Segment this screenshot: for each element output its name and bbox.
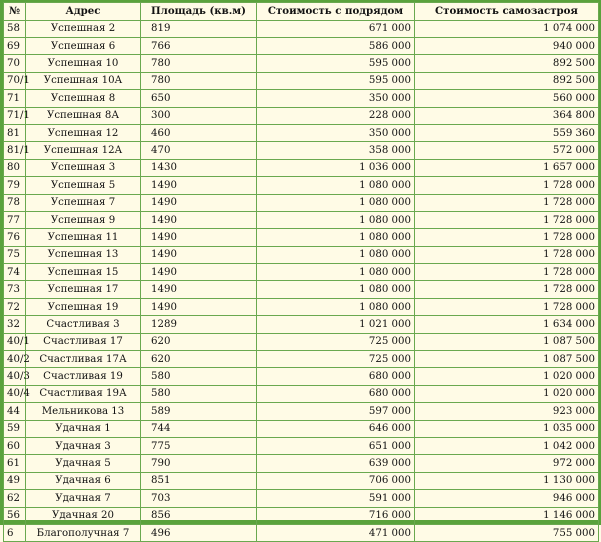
price-table (3, 2, 599, 542)
cell-cost-contract: 358 000 (257, 142, 415, 159)
cell-cost-self: 1 020 000 (415, 385, 599, 402)
cell-area: 1490 (141, 246, 257, 263)
cell-number: 40/4 (4, 385, 26, 402)
cell-number: 71 (4, 90, 26, 107)
cell-cost-self: 1 728 000 (415, 229, 599, 246)
cell-cost-self: 940 000 (415, 37, 599, 54)
cell-area: 1430 (141, 159, 257, 176)
cell-area: 1490 (141, 211, 257, 228)
table-row (4, 142, 599, 159)
cell-number: 62 (4, 490, 26, 507)
cell-cost-contract: 597 000 (257, 403, 415, 420)
cell-address: Успешная 7 (26, 194, 141, 211)
cell-cost-contract: 1 080 000 (257, 177, 415, 194)
table-row (4, 194, 599, 211)
cell-cost-self: 1 728 000 (415, 281, 599, 298)
cell-address: Успешная 10А (26, 72, 141, 89)
cell-number: 59 (4, 420, 26, 437)
table-row (4, 507, 599, 524)
cell-cost-contract: 1 080 000 (257, 281, 415, 298)
cell-number: 75 (4, 246, 26, 263)
cell-address: Мельникова 13 (26, 403, 141, 420)
cell-cost-self: 923 000 (415, 403, 599, 420)
cell-cost-contract: 1 036 000 (257, 159, 415, 176)
cell-cost-self: 1 146 000 (415, 507, 599, 524)
cell-cost-contract: 471 000 (257, 524, 415, 541)
cell-cost-self: 892 500 (415, 72, 599, 89)
cell-cost-self: 1 728 000 (415, 264, 599, 281)
cell-number: 69 (4, 37, 26, 54)
cell-cost-contract: 671 000 (257, 20, 415, 37)
cell-address: Удачная 6 (26, 472, 141, 489)
cell-address: Успешная 5 (26, 177, 141, 194)
cell-number: 73 (4, 281, 26, 298)
cell-area: 856 (141, 507, 257, 524)
table-row (4, 316, 599, 333)
cell-area: 780 (141, 55, 257, 72)
table-row (4, 211, 599, 228)
cell-address: Счастливая 19 (26, 368, 141, 385)
cell-area: 496 (141, 524, 257, 541)
table-row (4, 455, 599, 472)
cell-address: Успешная 11 (26, 229, 141, 246)
cell-cost-self: 972 000 (415, 455, 599, 472)
cell-area: 300 (141, 107, 257, 124)
cell-area: 744 (141, 420, 257, 437)
cell-cost-contract: 639 000 (257, 455, 415, 472)
cell-number: 40/3 (4, 368, 26, 385)
cell-area: 1490 (141, 194, 257, 211)
cell-cost-self: 1 035 000 (415, 420, 599, 437)
cell-address: Успешная 10 (26, 55, 141, 72)
header-number: № (4, 3, 26, 21)
cell-number: 81 (4, 124, 26, 141)
cell-number: 80 (4, 159, 26, 176)
cell-cost-contract: 706 000 (257, 472, 415, 489)
cell-number: 81/1 (4, 142, 26, 159)
cell-cost-self: 1 728 000 (415, 194, 599, 211)
cell-area: 1490 (141, 229, 257, 246)
cell-cost-contract: 725 000 (257, 351, 415, 368)
cell-cost-self: 1 087 500 (415, 333, 599, 350)
cell-address: Удачная 1 (26, 420, 141, 437)
cell-cost-contract: 1 080 000 (257, 229, 415, 246)
cell-area: 650 (141, 90, 257, 107)
cell-number: 49 (4, 472, 26, 489)
table-row (4, 177, 599, 194)
cell-area: 1490 (141, 298, 257, 315)
cell-cost-self: 1 728 000 (415, 298, 599, 315)
cell-cost-self: 1 634 000 (415, 316, 599, 333)
table-row (4, 437, 599, 454)
cell-area: 470 (141, 142, 257, 159)
cell-cost-self: 946 000 (415, 490, 599, 507)
cell-cost-contract: 716 000 (257, 507, 415, 524)
table-row (4, 298, 599, 315)
cell-address: Счастливая 17А (26, 351, 141, 368)
cell-cost-self: 1 728 000 (415, 211, 599, 228)
cell-number: 56 (4, 507, 26, 524)
cell-address: Благополучная 7 (26, 524, 141, 541)
header-address: Адрес (26, 3, 141, 21)
table-row (4, 420, 599, 437)
header-area: Площадь (кв.м) (141, 3, 257, 21)
cell-cost-self: 364 800 (415, 107, 599, 124)
header-cost-contract: Стоимость с подрядом (257, 3, 415, 21)
table-row (4, 351, 599, 368)
table-row (4, 90, 599, 107)
cell-cost-contract: 350 000 (257, 90, 415, 107)
cell-number: 72 (4, 298, 26, 315)
cell-cost-contract: 1 021 000 (257, 316, 415, 333)
cell-area: 766 (141, 37, 257, 54)
cell-area: 1490 (141, 264, 257, 281)
table-row (4, 524, 599, 541)
cell-cost-self: 1 020 000 (415, 368, 599, 385)
cell-cost-contract: 1 080 000 (257, 194, 415, 211)
cell-address: Успешная 8 (26, 90, 141, 107)
cell-number: 79 (4, 177, 26, 194)
cell-cost-self: 1 657 000 (415, 159, 599, 176)
cell-address: Удачная 20 (26, 507, 141, 524)
cell-cost-self: 1 728 000 (415, 177, 599, 194)
table-row (4, 385, 599, 402)
cell-cost-self: 1 130 000 (415, 472, 599, 489)
cell-address: Успешная 2 (26, 20, 141, 37)
cell-address: Удачная 3 (26, 437, 141, 454)
cell-area: 819 (141, 20, 257, 37)
cell-cost-self: 1 087 500 (415, 351, 599, 368)
cell-area: 460 (141, 124, 257, 141)
cell-cost-self: 1 042 000 (415, 437, 599, 454)
cell-address: Счастливая 19А (26, 385, 141, 402)
cell-address: Успешная 9 (26, 211, 141, 228)
cell-address: Успешная 8А (26, 107, 141, 124)
cell-address: Успешная 6 (26, 37, 141, 54)
cell-address: Успешная 17 (26, 281, 141, 298)
table-row (4, 333, 599, 350)
cell-number: 60 (4, 437, 26, 454)
cell-area: 1490 (141, 177, 257, 194)
table-row (4, 159, 599, 176)
table-row (4, 264, 599, 281)
table-body (4, 20, 599, 542)
cell-address: Удачная 7 (26, 490, 141, 507)
table-row (4, 72, 599, 89)
table-header-row (4, 3, 599, 21)
table-row (4, 55, 599, 72)
cell-number: 70/1 (4, 72, 26, 89)
cell-area: 703 (141, 490, 257, 507)
cell-cost-self: 1 074 000 (415, 20, 599, 37)
cell-number: 78 (4, 194, 26, 211)
cell-address: Успешная 13 (26, 246, 141, 263)
cell-area: 620 (141, 333, 257, 350)
cell-area: 780 (141, 72, 257, 89)
cell-cost-self: 892 500 (415, 55, 599, 72)
table-row (4, 20, 599, 37)
cell-cost-contract: 1 080 000 (257, 211, 415, 228)
cell-area: 790 (141, 455, 257, 472)
table-row (4, 107, 599, 124)
table-row (4, 229, 599, 246)
table-row (4, 368, 599, 385)
cell-number: 44 (4, 403, 26, 420)
cell-area: 851 (141, 472, 257, 489)
cell-area: 620 (141, 351, 257, 368)
cell-number: 74 (4, 264, 26, 281)
table-row (4, 472, 599, 489)
table-row (4, 124, 599, 141)
cell-number: 61 (4, 455, 26, 472)
cell-cost-contract: 680 000 (257, 385, 415, 402)
cell-number: 40/2 (4, 351, 26, 368)
table-row (4, 37, 599, 54)
cell-number: 40/1 (4, 333, 26, 350)
table-row (4, 246, 599, 263)
cell-cost-contract: 595 000 (257, 72, 415, 89)
cell-cost-self: 1 728 000 (415, 246, 599, 263)
cell-area: 589 (141, 403, 257, 420)
cell-cost-contract: 725 000 (257, 333, 415, 350)
cell-cost-contract: 228 000 (257, 107, 415, 124)
cell-address: Успешная 19 (26, 298, 141, 315)
cell-address: Успешная 12А (26, 142, 141, 159)
cell-area: 580 (141, 368, 257, 385)
cell-cost-contract: 1 080 000 (257, 298, 415, 315)
cell-cost-contract: 651 000 (257, 437, 415, 454)
cell-cost-contract: 646 000 (257, 420, 415, 437)
cell-number: 71/1 (4, 107, 26, 124)
cell-cost-contract: 595 000 (257, 55, 415, 72)
cell-address: Успешная 12 (26, 124, 141, 141)
cell-cost-self: 559 360 (415, 124, 599, 141)
cell-area: 775 (141, 437, 257, 454)
cell-cost-contract: 680 000 (257, 368, 415, 385)
cell-cost-contract: 1 080 000 (257, 264, 415, 281)
cell-number: 32 (4, 316, 26, 333)
header-cost-self: Стоимость самозастроя (415, 3, 599, 21)
cell-cost-contract: 350 000 (257, 124, 415, 141)
cell-cost-contract: 591 000 (257, 490, 415, 507)
cell-area: 1289 (141, 316, 257, 333)
cell-address: Счастливая 3 (26, 316, 141, 333)
cell-cost-self: 755 000 (415, 524, 599, 541)
cell-address: Счастливая 17 (26, 333, 141, 350)
cell-number: 70 (4, 55, 26, 72)
cell-address: Успешная 3 (26, 159, 141, 176)
cell-area: 580 (141, 385, 257, 402)
cell-cost-self: 572 000 (415, 142, 599, 159)
table-row (4, 403, 599, 420)
cell-cost-contract: 1 080 000 (257, 246, 415, 263)
cell-number: 58 (4, 20, 26, 37)
cell-address: Успешная 15 (26, 264, 141, 281)
cell-cost-self: 560 000 (415, 90, 599, 107)
cell-cost-contract: 586 000 (257, 37, 415, 54)
cell-area: 1490 (141, 281, 257, 298)
cell-address: Удачная 5 (26, 455, 141, 472)
cell-number: 6 (4, 524, 26, 541)
cell-number: 76 (4, 229, 26, 246)
cell-number: 77 (4, 211, 26, 228)
table-row (4, 490, 599, 507)
table-row (4, 281, 599, 298)
